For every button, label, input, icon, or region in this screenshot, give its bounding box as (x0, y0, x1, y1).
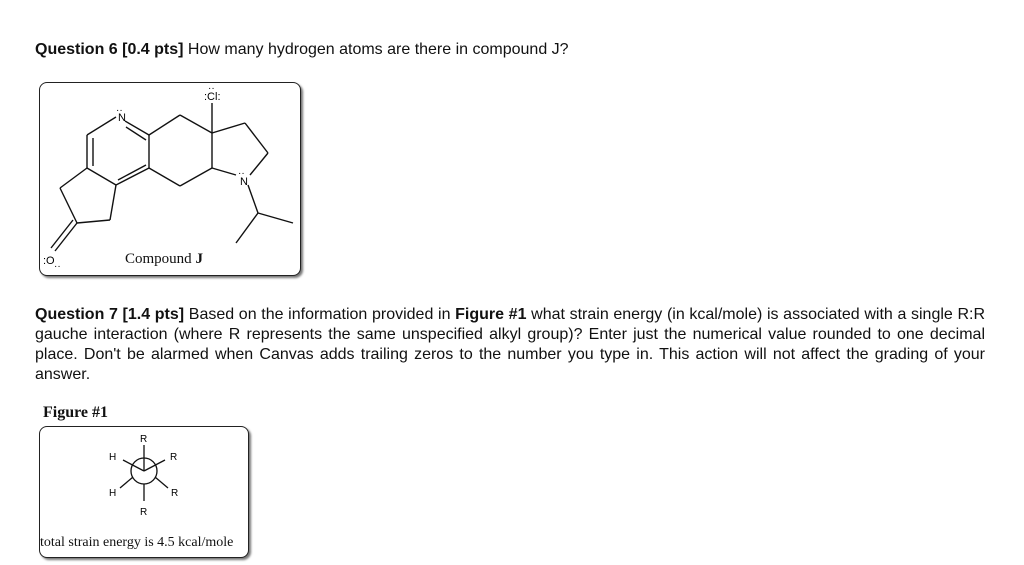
lone-pair-dots: ·· (54, 261, 61, 272)
compound-label (125, 251, 203, 268)
figure-caption: total strain energy is 4.5 kcal/mole (40, 535, 234, 550)
question-7-label: Question 7 [1.4 pts] (35, 306, 185, 323)
nitrogen-atom: N (240, 176, 248, 188)
question-7 (35, 305, 985, 385)
chlorine-atom: :Cl: (204, 91, 221, 103)
compound-label-letter: J (195, 251, 203, 267)
figure-title: Figure #1 (43, 404, 109, 421)
substituent-r: R (170, 452, 178, 463)
lone-pair-dots: ·· (116, 105, 123, 116)
compound-label-prefix: Compound (125, 251, 196, 267)
figure-reference: Figure #1 (455, 306, 527, 323)
question-6-text: How many hydrogen atoms are there in compound J? (183, 41, 569, 58)
substituent-h: H (109, 452, 117, 463)
question-7-text-2: what strain energy (in kcal/mole) is associated with a single R:R gauche interaction (where R represents the same unspecified alkyl group)? Enter just the numerical value rounded to one decimal place. Don't be alarmed when Canvas adds trailing zeros to the number you type in. This action will not affect the grading of your answer. (35, 306, 986, 383)
substituent-h: H (109, 488, 117, 499)
question-7-text-1: Based on the information provided in (184, 306, 456, 323)
question-6-label: Question 6 [0.4 pts] (35, 41, 184, 58)
lone-pair-dots: ·· (208, 83, 215, 94)
compound-j-figure (39, 82, 301, 276)
lone-pair-dots: ·· (238, 168, 245, 179)
question-6 (35, 40, 569, 60)
substituent-r: R (171, 488, 179, 499)
newman-projection-figure (39, 426, 249, 558)
substituent-r: R (140, 434, 148, 445)
compound-j-structure (40, 83, 300, 275)
substituent-r: R (140, 507, 148, 518)
oxygen-atom: :O (43, 255, 55, 267)
newman-projection (40, 427, 248, 535)
nitrogen-atom: N (118, 112, 126, 124)
